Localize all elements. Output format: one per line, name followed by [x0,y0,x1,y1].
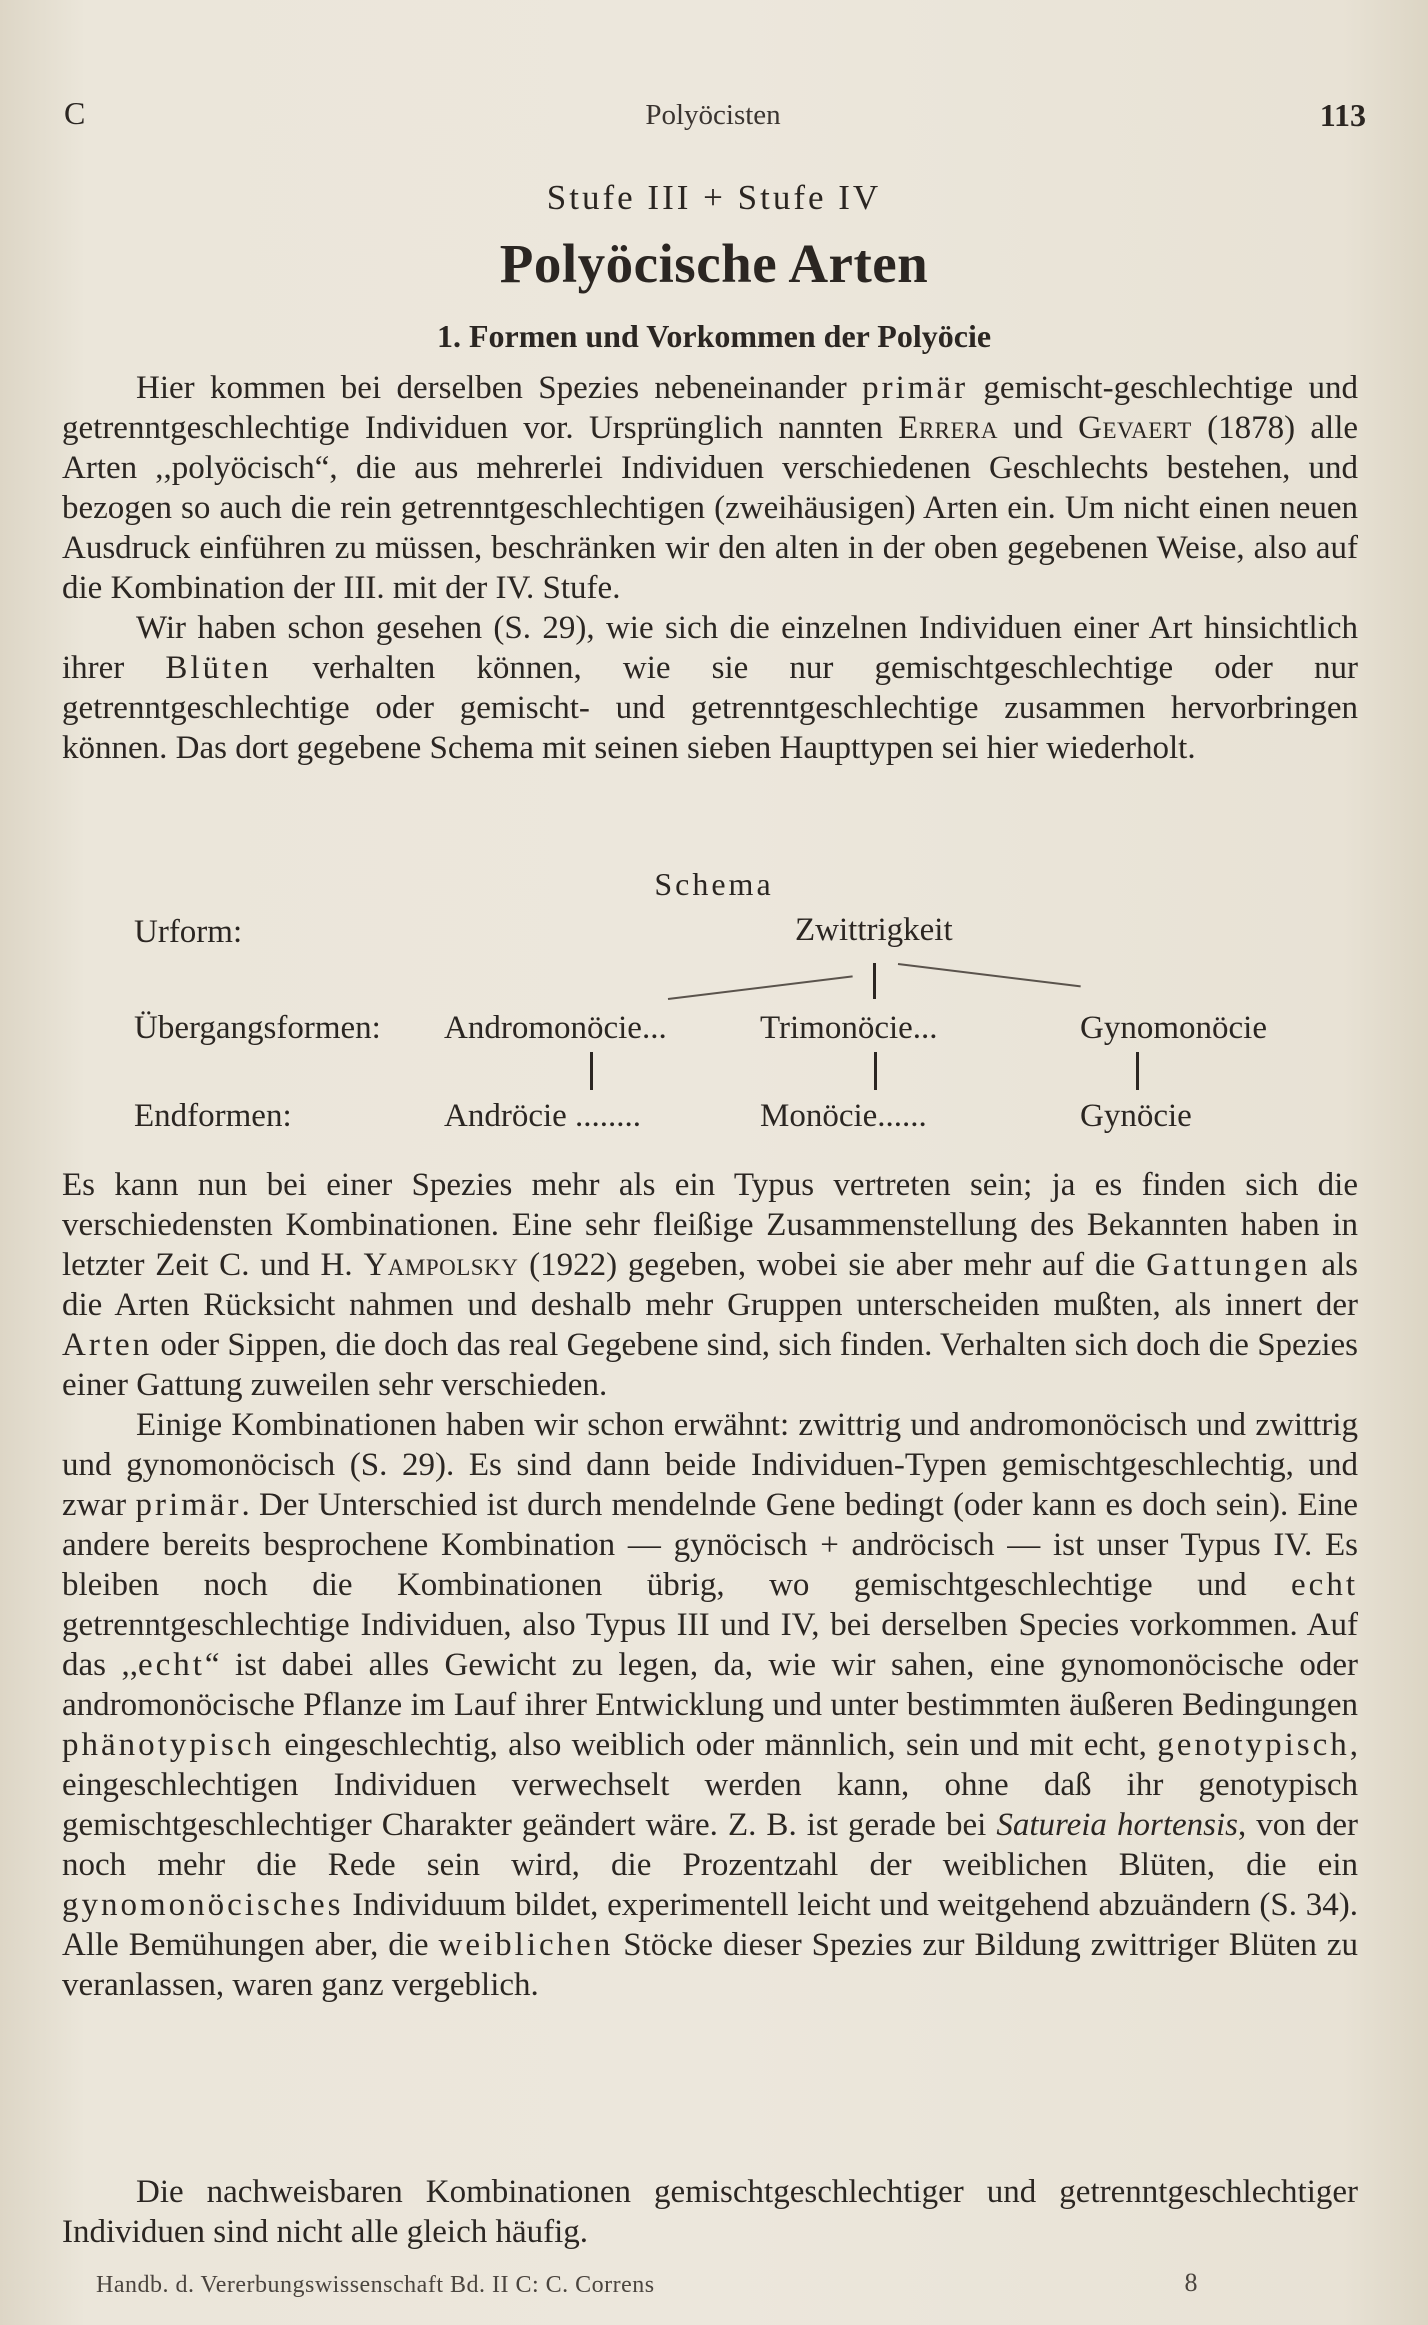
paragraph-4: Einige Kombinationen haben wir schon erwähnt: zwittrig und andromonöcisch und zwittrig und gynomonöcisch (S. 29). Es sind dann beide Individuen-Typen gemischtgeschlechtig, und zwar primär. Der Unterschied ist durch mendelnde Gene bedingt (oder kann es doch sein). Eine andere bereits besprochene Kombination — gynöcisch + andröcisch — ist unser Typus IV. Es bleiben noch die Kombinationen übrig, wo gemischtgeschlechtige und echt getrenntgeschlechtige Individuen, also Typus III und IV, bei derselben Species vorkommen. Auf das ,,echt“ ist dabei alles Gewicht zu legen, da, wie wir sahen, eine gynomonöcische oder andromonöcische Pflanze im Lauf ihrer Entwicklung und unter bestimmten äußeren Bedingungen phänotypisch eingeschlechtig, also weiblich oder männlich, sein und mit echt, genotypisch, eingeschlechtigen Individuen verwechselt werden kann, ohne daß ihr genotypisch gemischtgeschlechtiger Charakter geändert wäre. Z. B. ist gerade bei Satureia hortensis, von der noch mehr die Rede sein wird, die Prozentzahl der weiblichen Blüten, die ein gynomonöcisches Individuum bildet, experimentell leicht und weitgehend abzuändern (S. 34). Alle Bemühungen aber, die weiblichen Stöcke dieser Spezies zur Bildung zwittriger Blüten zu veranlassen, waren ganz vergeblich. [62,1407,1359,2003]
paragraph-5: Die nachweisbaren Kombinationen gemischtgeschlechtiger und getrenntgeschlechtiger Individuen sind nicht alle gleich häufig. [62,2174,1358,2250]
running-title: Polyöcisten [645,99,781,131]
schema-urform-label: Urform: [134,914,243,950]
section-heading: 1. Formen und Vorkommen der Polyöcie [436,318,992,354]
schema-monoecie: Monöcie...... [760,1098,927,1134]
schema-link-andro [590,1052,593,1090]
chapter-title: Polyöcische Arten [499,233,929,294]
intro-text [62,368,1358,768]
schema-gynomonoecie: Gynomonöcie [1080,1010,1267,1046]
schema-branch-left [668,975,853,1000]
schema-uebergang-label: Übergangsformen: [134,1010,381,1046]
page-footer [96,2268,1198,2308]
schema-title: Schema [654,866,774,902]
schema-gynoecie: Gynöcie [1080,1098,1192,1134]
footer-citation: Handb. d. Vererbungswissenschaft Bd. II C: C. Correns [96,2272,655,2298]
schema-urform-value: Zwittrigkeit [795,912,953,948]
page-number: 113 [1319,97,1366,133]
schema-branch-center [873,963,876,999]
paragraph-2: Wir haben schon gesehen (S. 29), wie sich die einzelnen Individuen einer Art hinsichtlich ihrer Blüten verhalten können, wie sie nur gemischtgeschlechtige oder nur getrenntgeschlechtige oder gemischt- und getrenntgeschlechtige zusammen hervorbringen können. Das dort gegebene Schema mit seinen sieben Haupttypen sei hier wiederholt. [62,610,1359,766]
schema-trimonoecie: Trimonöcie... [760,1010,938,1046]
closing-text [62,2172,1358,2252]
schema-end-label: Endformen: [134,1098,292,1134]
stage-heading: Stufe III + Stufe IV [546,178,882,217]
schema-link-gyno [1136,1052,1139,1090]
schema-androecie: Andröcie ........ [444,1098,642,1134]
running-header [60,95,1366,145]
schema-branch-right [898,963,1081,987]
section-letter: C [64,95,86,131]
schema-link-mono [874,1052,877,1090]
signature-mark: 8 [1184,2268,1198,2297]
paragraph-3: Es kann nun bei einer Spezies mehr als ein Typus vertreten sein; ja es finden sich die verschiedensten Kombinationen. Eine sehr fleißige Zusammenstellung des Bekannten haben in letzter Zeit C. und H. Yampolsky (1922) gegeben, wobei sie aber mehr auf die Gattungen als die Arten Rücksicht nahmen und deshalb mehr Gruppen unterscheiden mußten, als innert der Arten oder Sippen, die doch das real Gegebene sind, sich finden. Verhalten sich doch die Spezies einer Gattung zuweilen sehr verschieden. [62,1167,1359,1403]
schema-andromonoecie: Andromonöcie... [444,1010,667,1046]
main-text [62,1165,1358,2005]
paragraph-1: Hier kommen bei derselben Spezies nebeneinander primär gemischt-geschlechtige und getrenntgeschlechtige Individuen vor. Ursprünglich nannten Errera und Gevaert (1878) alle Arten ,,polyöcisch“, die aus mehrerlei Individuen verschiedenen Geschlechts bestehen, und bezogen so auch die rein getrenntgeschlechtigen (zweihäusigen) Arten ein. Um nicht einen neuen Ausdruck einführen zu müssen, beschränken wir den alten in der oben gegebenen Weise, also auf die Kombination der III. mit der IV. Stufe. [62,370,1359,606]
